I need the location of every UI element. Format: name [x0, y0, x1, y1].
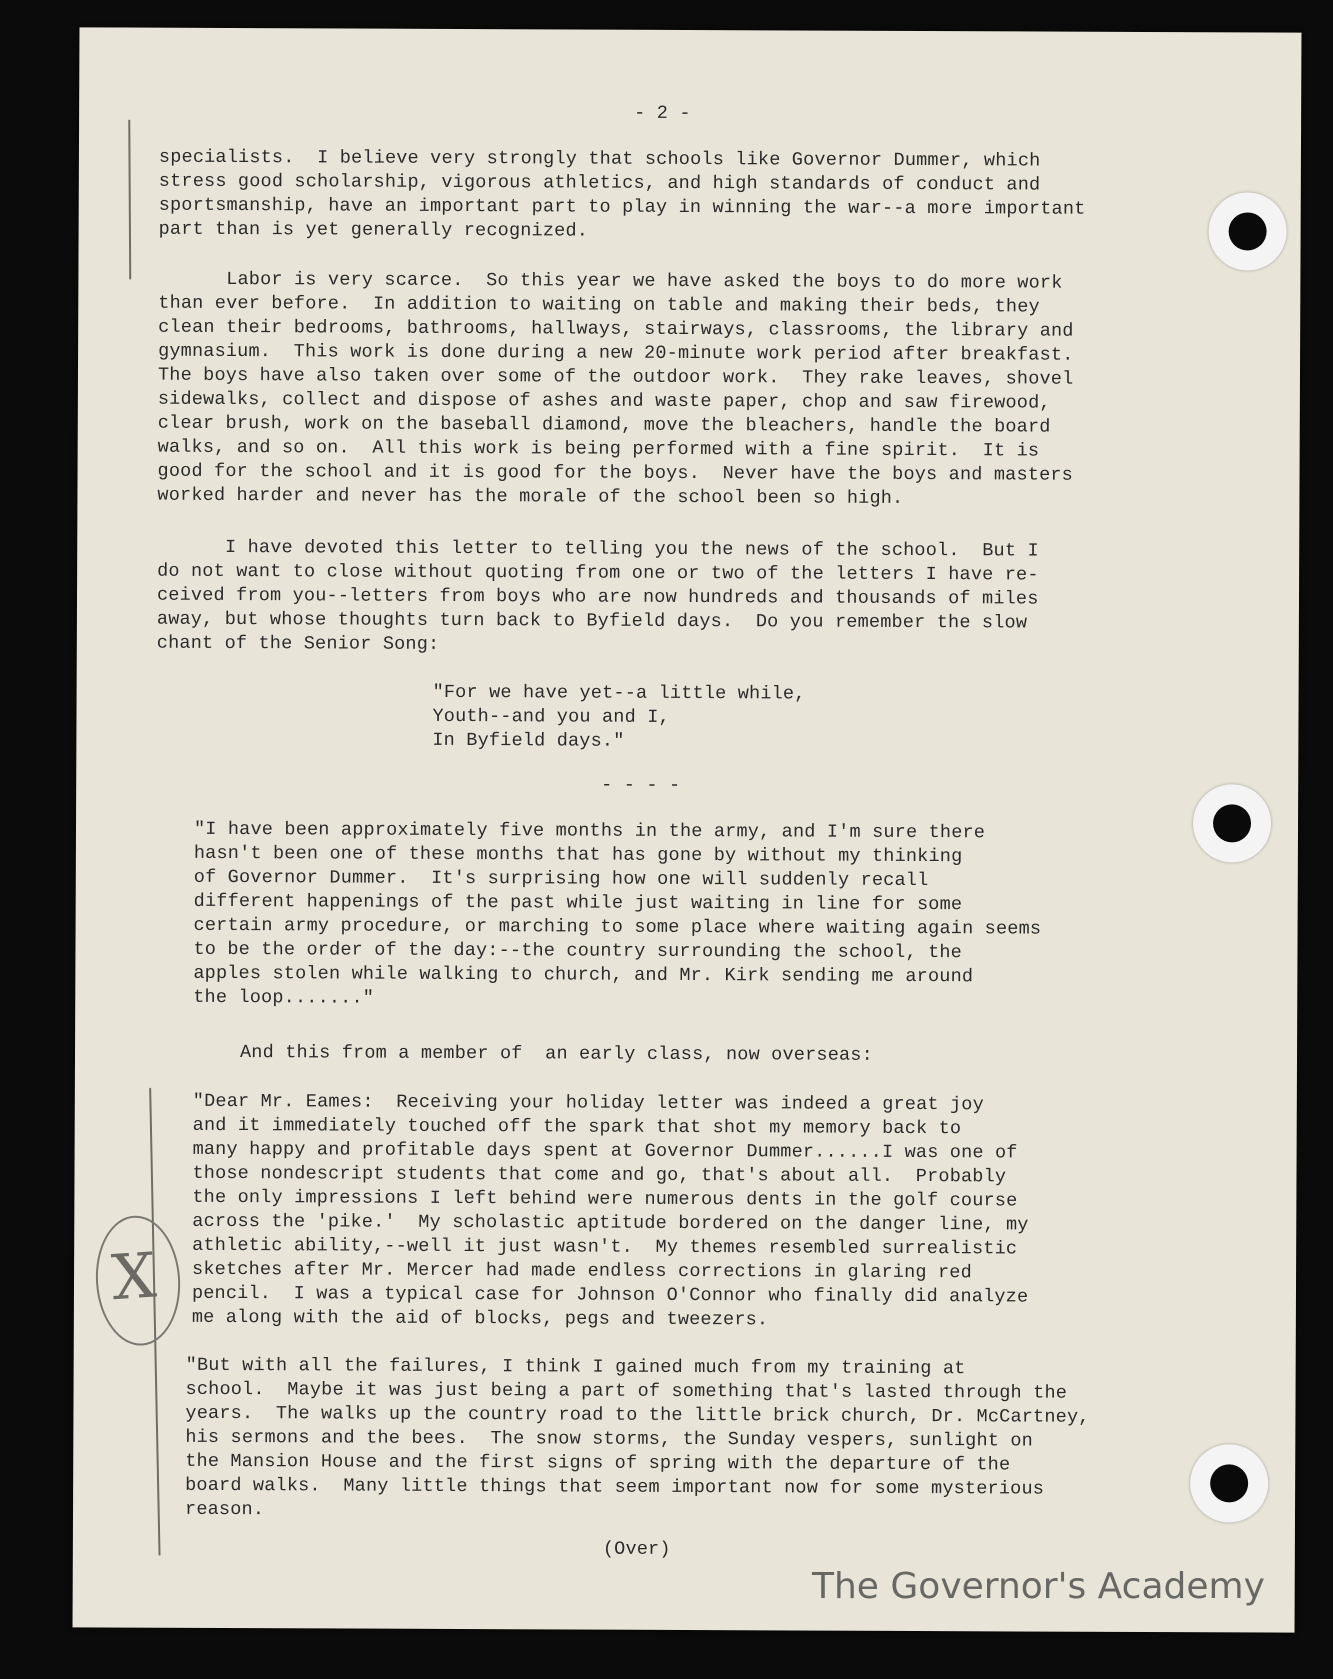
- senior-song-quote: "For we have yet--a little while, Youth--and you and I, In Byfield days.": [432, 681, 806, 752]
- circled-x-mark: [92, 1213, 184, 1348]
- overseas-letter-quote-part-1: "Dear Mr. Eames: Receiving your holiday letter was indeed a great joy and it immediately touched off the spark that shot my memory back to many happy and profitable days spent at Governor Dummer......I was one of those nondescript students that come and go, that's about all. Probably the only impressions I left behind were numerous dents in the golf course across the 'pike.' My scholastic aptitude bordered on the danger line, my athletic ability,--well it just wasn't. My themes resembled surrealistic sketches after Mr. Mercer had made endless corrections in glaring red pencil. I was a typical case for Johnson O'Connor who finally did analyze me along with the aid of blocks, pegs and tweezers.: [191, 1090, 1029, 1331]
- punch-hole-middle: [1193, 784, 1271, 862]
- paragraph-labor: Labor is very scarce. So this year we have asked the boys to do more work than ever before. In addition to waiting on table and making their beds, they clean their bedrooms, bathrooms, hallways, stairways, classrooms, the library and gymnasium. This work is done during a new 20-minute work period after breakfast. The boys have also taken over some of the outdoor work. They rake leaves, shovel sidewalks, collect and dispose of ashes and waste paper, chop and saw firewood, clear brush, work on the baseball diamond, move the bleachers, handle the board walks, and so on. All this work is being performed with a fine spirit. It is good for the school and it is good for the boys. Never have the boys and masters worked harder and never has the morale of the school been so high.: [157, 268, 1074, 509]
- punch-hole-top: [1208, 192, 1286, 270]
- paragraph-letter-intro: I have devoted this letter to telling you the news of the school. But I do not want to close without quoting from one or two of the letters I have re- ceived from you--letters from boys who are now hundreds and thousands of miles away, but whose thoughts turn back to Byfield days. Do you remember the slow chant of the Senior Song:: [156, 536, 1039, 655]
- section-divider: - - - -: [601, 774, 681, 796]
- punch-hole-bottom: [1190, 1444, 1268, 1522]
- circled-x-letter: X: [109, 1238, 159, 1315]
- page-number: - 2 -: [634, 102, 691, 125]
- paragraph-specialists: specialists. I believe very strongly that schools like Governor Dummer, which stress good scholarship, vigorous athletics, and high standards of conduct and sportsmanship, have an important part to play in winning the war--a more important part than is yet generally recognized.: [158, 146, 1086, 242]
- academy-watermark: The Governor's Academy: [812, 1566, 1265, 1607]
- letter-page: [73, 27, 1302, 1632]
- overseas-letter-quote-part-2: "But with all the failures, I think I gained much from my training at school. Maybe it was just being a part of something that's lasted through the years. The walks up the country road to the little brick church, Dr. McCartney, his sermons and the bees. The snow storms, the Sunday vespers, sunlight on the Mansion House and the first signs of spring with the departure of the board walks. Many little things that seem important now for some mysterious reason.: [184, 1354, 1090, 1521]
- overseas-letter-intro: And this from a member of an early class, now overseas:: [239, 1042, 873, 1066]
- over-marker: (Over): [602, 1538, 671, 1560]
- army-letter-quote: "I have been approximately five months in the army, and I'm sure there hasn't been one of these months that has gone by without my thinking of Governor Dummer. It's surprising how one will suddenly recall different happenings of the past while just waiting in line for some certain army procedure, or marching to some place where waiting again seems to be the order of the day:--the country surrounding the school, the apples stolen while walking to church, and Mr. Kirk sending me around the loop.......": [193, 818, 1042, 1009]
- margin-pencil-line-top: [128, 120, 131, 280]
